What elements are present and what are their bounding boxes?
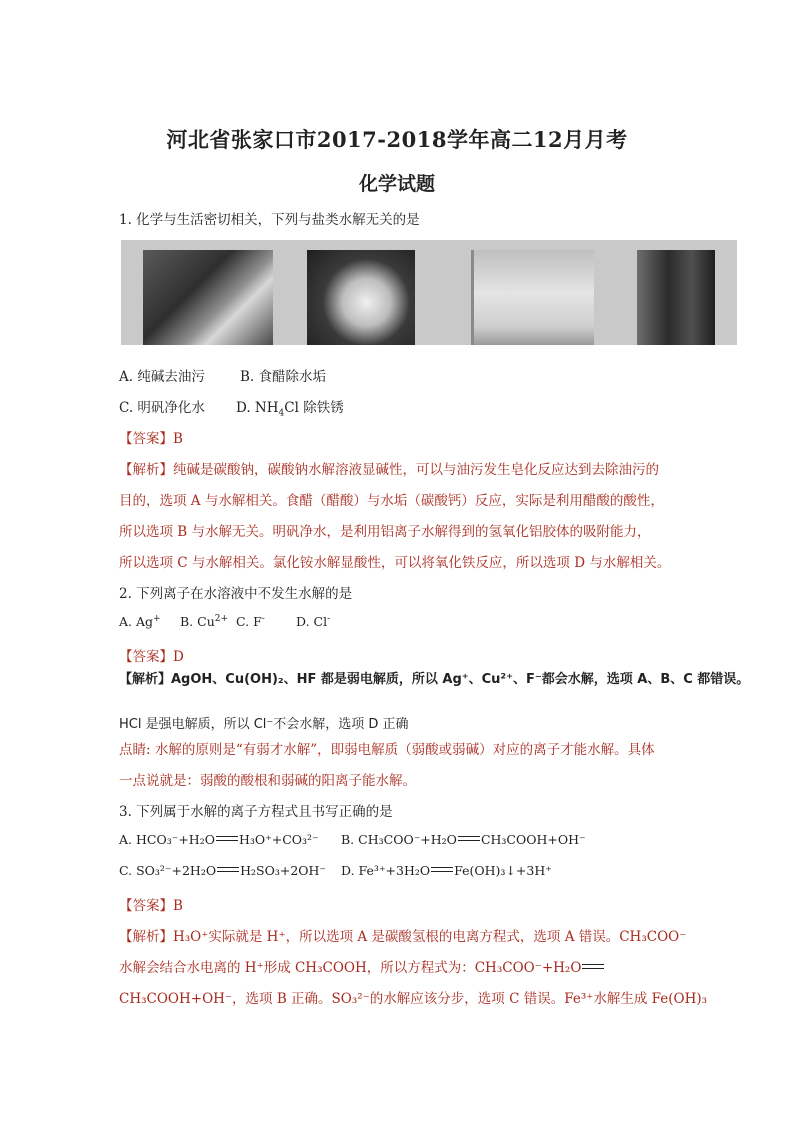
equilibrium-arrow-icon <box>458 835 480 842</box>
q1-analysis-1: 【解析】纯碱是碳酸钠，碳酸钠水解溶液显碱性，可以与油污发生皂化反应达到去除油污的 <box>119 462 659 478</box>
q3-answer: 【答案】B <box>119 898 183 914</box>
q1-option-b: B. 食醋除水垢 <box>240 369 327 385</box>
equilibrium-arrow-icon <box>216 835 238 842</box>
q1-option-a: A. 纯碱去油污 <box>119 369 205 385</box>
photo-vinegar-descale <box>307 250 415 345</box>
q1-answer: 【答案】B <box>119 431 183 447</box>
q2-analysis-1: 【解析】AgOH、Cu(OH)₂、HF 都是弱电解质，所以 Ag⁺、Cu²⁺、F⁻都会水解，选项 A、B、C 都错误。 <box>119 672 750 687</box>
q3-analysis-3: CH₃COOH+OH⁻，选项 B 正确。SO₃²⁻的水解应该分步，选项 C 错误。Fe³⁺水解生成 Fe(OH)₃ <box>119 991 708 1007</box>
q2-analysis-2: HCl 是强电解质，所以 Cl⁻不会水解，选项 D 正确 <box>119 717 409 732</box>
q1-stem: 1. 化学与生活密切相关，下列与盐类水解无关的是 <box>119 212 420 228</box>
q3-analysis-1: 【解析】H₃O⁺实际就是 H⁺，所以选项 A 是碳酸氢根的电离方程式，选项 A 错误。CH₃COO⁻ <box>119 929 687 945</box>
q1-option-c: C. 明矾净化水 <box>119 400 205 416</box>
q2-option-b: B. $Cu^{2+}$ <box>180 613 229 629</box>
q1-analysis-3: 所以选项 B 与水解无关。明矾净水，是利用铝离子水解得到的氢氧化铝胶体的吸附能力， <box>119 524 651 540</box>
q1-options-cd <box>119 396 344 419</box>
photo-soda-degrease <box>143 250 273 345</box>
q2-note-1: 点睛: 水解的原则是“有弱才水解”，即弱电解质（弱酸或弱碱）对应的离子才能水解。具体 <box>119 742 655 758</box>
photo-rust-removal <box>637 250 715 345</box>
q2-option-c: C. F- <box>236 613 265 629</box>
q3-analysis-2: 水解会结合水电离的 H⁺形成 CH₃COOH，所以方程式为：CH₃COO⁻+H₂O <box>119 956 605 976</box>
q2-note-2: 一点说就是：弱酸的酸根和弱碱的阳离子能水解。 <box>119 773 416 789</box>
q2-stem: 2. 下列离子在水溶液中不发生水解的是 <box>119 586 353 602</box>
q3-option-b: B. CH₃COO⁻+H₂O CH₃COOH+OH⁻ <box>341 832 586 847</box>
page-title: 河北省张家口市2017-2018学年高二12月月考 <box>166 127 628 152</box>
q2-answer: 【答案】D <box>119 649 184 665</box>
page-subtitle: 化学试题 <box>358 173 435 195</box>
q3-option-a: A. HCO₃⁻+H₂O H₃O⁺+CO₃²⁻ <box>119 832 319 847</box>
q3-options-cd <box>119 863 552 878</box>
q1-option-d: D. $NH_4Cl$ 除铁锈 <box>236 400 344 419</box>
q1-analysis-2: 目的，选项 A 与水解相关。食醋（醋酸）与水垢（碳酸钙）反应，实际是利用醋酸的酸性， <box>119 493 664 509</box>
equilibrium-arrow-icon <box>431 866 453 873</box>
q2-option-a: A. Ag+ <box>119 613 161 629</box>
photo-alum-water <box>471 250 594 345</box>
q1-analysis-4: 所以选项 C 与水解相关。氯化铵水解显酸性，可以将氧化铁反应，所以选项 D 与水解相关。 <box>119 555 671 571</box>
q1-options-ab <box>119 365 326 385</box>
q3-option-d: D. Fe³⁺+3H₂O Fe(OH)₃↓+3H⁺ <box>341 863 552 878</box>
q2-option-d: D. Cl- <box>296 613 331 629</box>
q3-option-c: C. SO₃²⁻+2H₂O H₂SO₃+2OH⁻ <box>119 863 327 878</box>
equilibrium-arrow-icon <box>217 866 239 873</box>
q3-stem: 3. 下列属于水解的离子方程式且书写正确的是 <box>119 804 393 820</box>
q1-photo-strip <box>121 240 737 345</box>
equilibrium-arrow-icon <box>582 963 604 970</box>
q2-options <box>119 614 330 629</box>
q3-options-ab <box>119 832 586 847</box>
